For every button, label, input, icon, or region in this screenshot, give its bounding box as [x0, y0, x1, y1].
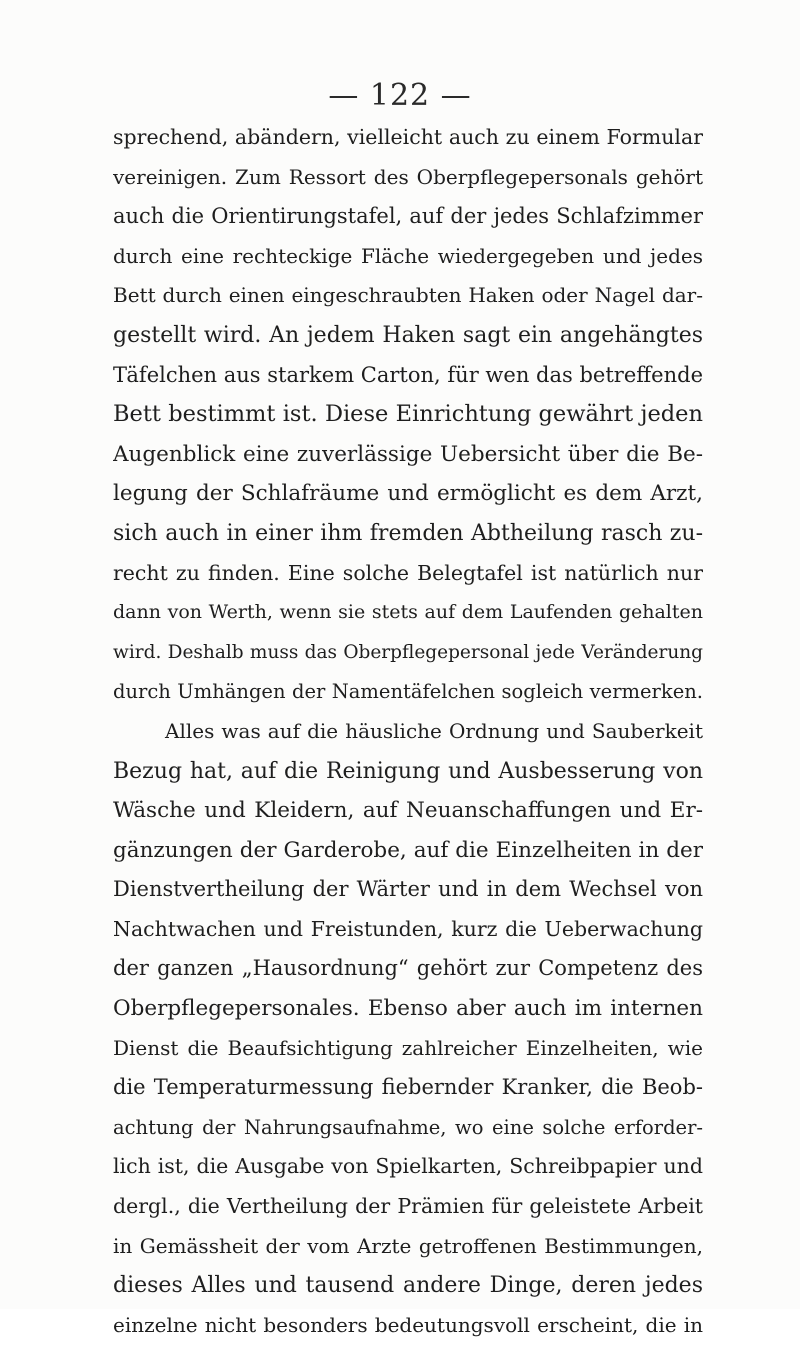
text-line: gänzungen der Garderobe, auf die Einzelheiten in der: [113, 837, 703, 863]
text-line: recht zu finden. Eine solche Belegtafel ist natürlich nur: [113, 560, 703, 585]
text-line: Augenblick eine zuverlässige Uebersicht über die Be-: [113, 441, 703, 467]
text-line: legung der Schlafräume und ermöglicht es dem Arzt,: [113, 481, 703, 507]
text-line: Oberpflegepersonales. Ebenso aber auch im internen: [113, 996, 703, 1022]
text-line: Bezug hat, auf die Reinigung und Ausbesserung von: [113, 758, 703, 784]
text-line: Nachtwachen und Freistunden, kurz die Ueberwachung: [113, 916, 703, 941]
text-line: Täfelchen aus starkem Carton, für wen das betreffende: [113, 362, 703, 387]
text-line: Dienst die Beaufsichtigung zahlreicher Einzelheiten, wie: [113, 1035, 703, 1060]
text-line: dergl., die Vertheilung der Prämien für geleistete Arbeit: [113, 1194, 703, 1219]
text-line: durch eine rechteckige Fläche wiedergegeben und jedes: [113, 243, 703, 268]
paragraph-start-line: Alles was auf die häusliche Ordnung und Sauberkeit: [165, 718, 703, 743]
text-line: achtung der Nahrungsaufnahme, wo eine solche erforder-: [113, 1115, 703, 1139]
text-line: Bett durch einen eingeschraubten Haken oder Nagel dar-: [113, 283, 703, 308]
text-line: Bett bestimmt ist. Diese Einrichtung gewährt jeden: [113, 401, 703, 428]
text-line: durch Umhängen der Namentäfelchen sogleich vermerken.: [113, 680, 703, 704]
text-line: sich auch in einer ihm fremden Abtheilung rasch zu-: [113, 520, 703, 546]
text-line: gestellt wird. An jedem Haken sagt ein angehängtes: [113, 322, 703, 348]
text-line: lich ist, die Ausgabe von Spielkarten, Schreibpapier und: [113, 1154, 703, 1179]
page-number: — 122 —: [328, 78, 472, 113]
body-text: [113, 118, 703, 1345]
text-line: Wäsche und Kleidern, auf Neuanschaffungen und Er-: [113, 798, 703, 824]
text-line: dieses Alles und tausend andere Dinge, deren jedes: [113, 1273, 703, 1299]
text-line: einzelne nicht besonders bedeutungsvoll erscheint, die in: [113, 1312, 703, 1337]
text-line: der ganzen „Hausordnung“ gehört zur Competenz des: [113, 956, 703, 981]
text-line: sprechend, abändern, vielleicht auch zu einem Formular: [113, 125, 703, 149]
text-line: wird. Deshalb muss das Oberpflegepersonal jede Veränderung: [113, 641, 703, 663]
text-line: dann von Werth, wenn sie stets auf dem Laufenden gehalten: [113, 601, 703, 624]
text-line: die Temperaturmessung fiebernder Kranker, die Beob-: [113, 1075, 703, 1100]
text-line: Dienstvertheilung der Wärter und in dem Wechsel von: [113, 877, 703, 902]
text-line: auch die Orientirungstafel, auf der jedes Schlafzimmer: [113, 204, 703, 229]
text-line: vereinigen. Zum Ressort des Oberpflegepersonals gehört: [113, 164, 703, 189]
text-line: in Gemässheit der vom Arzte getroffenen Bestimmungen,: [113, 1233, 703, 1258]
